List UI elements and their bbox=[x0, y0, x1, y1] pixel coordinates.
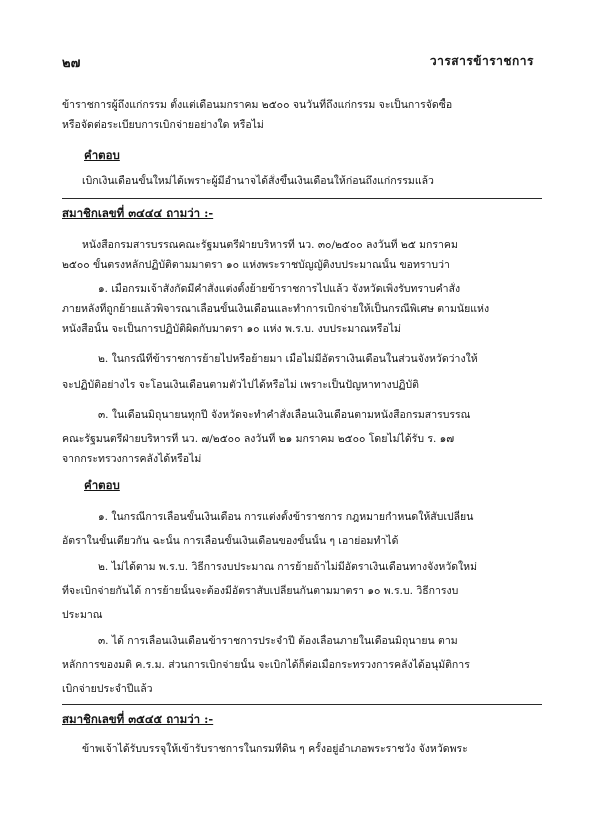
question-line: จะปฏิบัติอย่างไร จะโอนเงินเดือนตามตัวไปได้หรือไม่ เพราะเป็นปัญหาทางปฏิบัติ bbox=[62, 379, 419, 391]
question-line: หนังสือนั้น จะเป็นการปฏิบัติผิดกับมาตรา ๑๐ แห่ง พ.ร.บ. งบประมาณหรือไม่ bbox=[62, 323, 401, 335]
question-line: ๑. เมื่อกรมเจ้าสังกัดมีคำสั่งแต่งตั้งย้ายข้าราชการไปแล้ว จังหวัดเพิ่งรับทราบคำสั่ง bbox=[98, 283, 461, 295]
journal-title: วารสารข้าราชการ bbox=[429, 54, 534, 68]
answer-line: ๒. ไม่ได้ตาม พ.ร.บ. วิธีการงบประมาณ การย้ายถ้าไม่มีอัตราเงินเดือนทางจังหวัดใหม่ bbox=[98, 561, 478, 573]
question-line: ๒. ในกรณีที่ข้าราชการย้ายไปหรือย้ายมา เมื่อไม่มีอัตราเงินเดือนในส่วนจังหวัดว่างให้ bbox=[98, 353, 478, 365]
question-line: จากกระทรวงการคลังได้หรือไม่ bbox=[62, 453, 202, 465]
page-number: ๒๗ bbox=[62, 56, 81, 71]
section-divider bbox=[62, 704, 542, 705]
question-line: ๒๕๐๐ ขั้นตรงหลักปฏิบัติตามมาตรา ๑๐ แห่งพระราชบัญญัติงบประมาณนั้น ขอทราบว่า bbox=[62, 259, 450, 271]
question-line: ภายหลังที่ถูกย้ายแล้วพิจารณาเลื่อนขั้นเงินเดือนและทำการเบิกจ่ายให้เป็นกรณีพิเศษ ตามนัยแห่ง bbox=[62, 303, 490, 315]
paragraph-line: ข้าราชการผู้ถึงแก่กรรม ตั้งแต่เดือนมกราคม ๒๕๐๐ จนวันที่ถึงแก่กรรม จะเป็นการจัดซื้อ bbox=[62, 99, 453, 111]
answer-heading: คำตอบ bbox=[84, 148, 120, 162]
section-divider bbox=[62, 198, 542, 199]
answer-line: อัตราในขั้นเดียวกัน ฉะนั้น การเลื่อนขั้นเงินเดือนของขั้นนั้น ๆ เอาย่อมทำได้ bbox=[62, 535, 399, 547]
answer-line: เบิกจ่ายประจำปีแล้ว bbox=[62, 683, 153, 695]
paragraph-line: หรือจัดต่อระเบียบการเบิกจ่ายอย่างใด หรือไม่ bbox=[62, 119, 264, 131]
question-line: หนังสือกรมสารบรรณคณะรัฐมนตรีฝ่ายบริหารที่ นว. ๓๐/๒๕๐๐ ลงวันที่ ๒๕ มกราคม bbox=[82, 239, 458, 251]
member-question-heading: สมาชิกเลขที่ ๓๕๔๕ ถามว่า :- bbox=[62, 712, 214, 726]
member-question-heading: สมาชิกเลขที่ ๓๔๔๔ ถามว่า :- bbox=[62, 206, 214, 220]
answer-heading: คำตอบ bbox=[84, 478, 120, 492]
question-line: คณะรัฐมนตรีฝ่ายบริหารที่ นว. ๗/๒๕๐๐ ลงวันที่ ๒๑ มกราคม ๒๕๐๐ โดยไม่ได้รับ ร. ๑๗ bbox=[62, 433, 455, 445]
answer-line: เบิกเงินเดือนขั้นใหม่ได้เพราะผู้มีอำนาจได้สั่งขึ้นเงินเดือนให้ก่อนถึงแก่กรรมแล้ว bbox=[82, 175, 434, 187]
question-line: ๓. ในเดือนมิถุนายนทุกปี จังหวัดจะทำคำสั่งเลื่อนเงินเดือนตามหนังสือกรมสารบรรณ bbox=[98, 409, 471, 421]
answer-line: หลักการของมติ ค.ร.ม. ส่วนการเบิกจ่ายนั้น จะเบิกได้ก็ต่อเมื่อกระทรวงการคลังได้อนุมัติการ bbox=[62, 659, 470, 671]
answer-line: ๓. ได้ การเลื่อนเงินเดือนข้าราชการประจำปี ต้องเลื่อนภายในเดือนมิถุนายน ตาม bbox=[98, 635, 458, 647]
question-line: ข้าพเจ้าได้รับบรรจุให้เข้ารับราชการในกรมที่ดิน ๆ ครั้งอยู่อำเภอพระราชวัง จังหวัดพระ bbox=[82, 743, 468, 755]
answer-line: ประมาณ bbox=[62, 609, 103, 621]
answer-line: ๑. ในกรณีการเลื่อนขั้นเงินเดือน การแต่งตั้งข้าราชการ กฎหมายกำหนดให้สับเปลี่ยน bbox=[98, 511, 474, 523]
answer-line: ที่จะเบิกจ่ายกันได้ การย้ายนั้นจะต้องมีอัตราสับเปลี่ยนกันตามมาตรา ๑๐ พ.ร.บ. วิธีการงบ bbox=[62, 585, 459, 597]
